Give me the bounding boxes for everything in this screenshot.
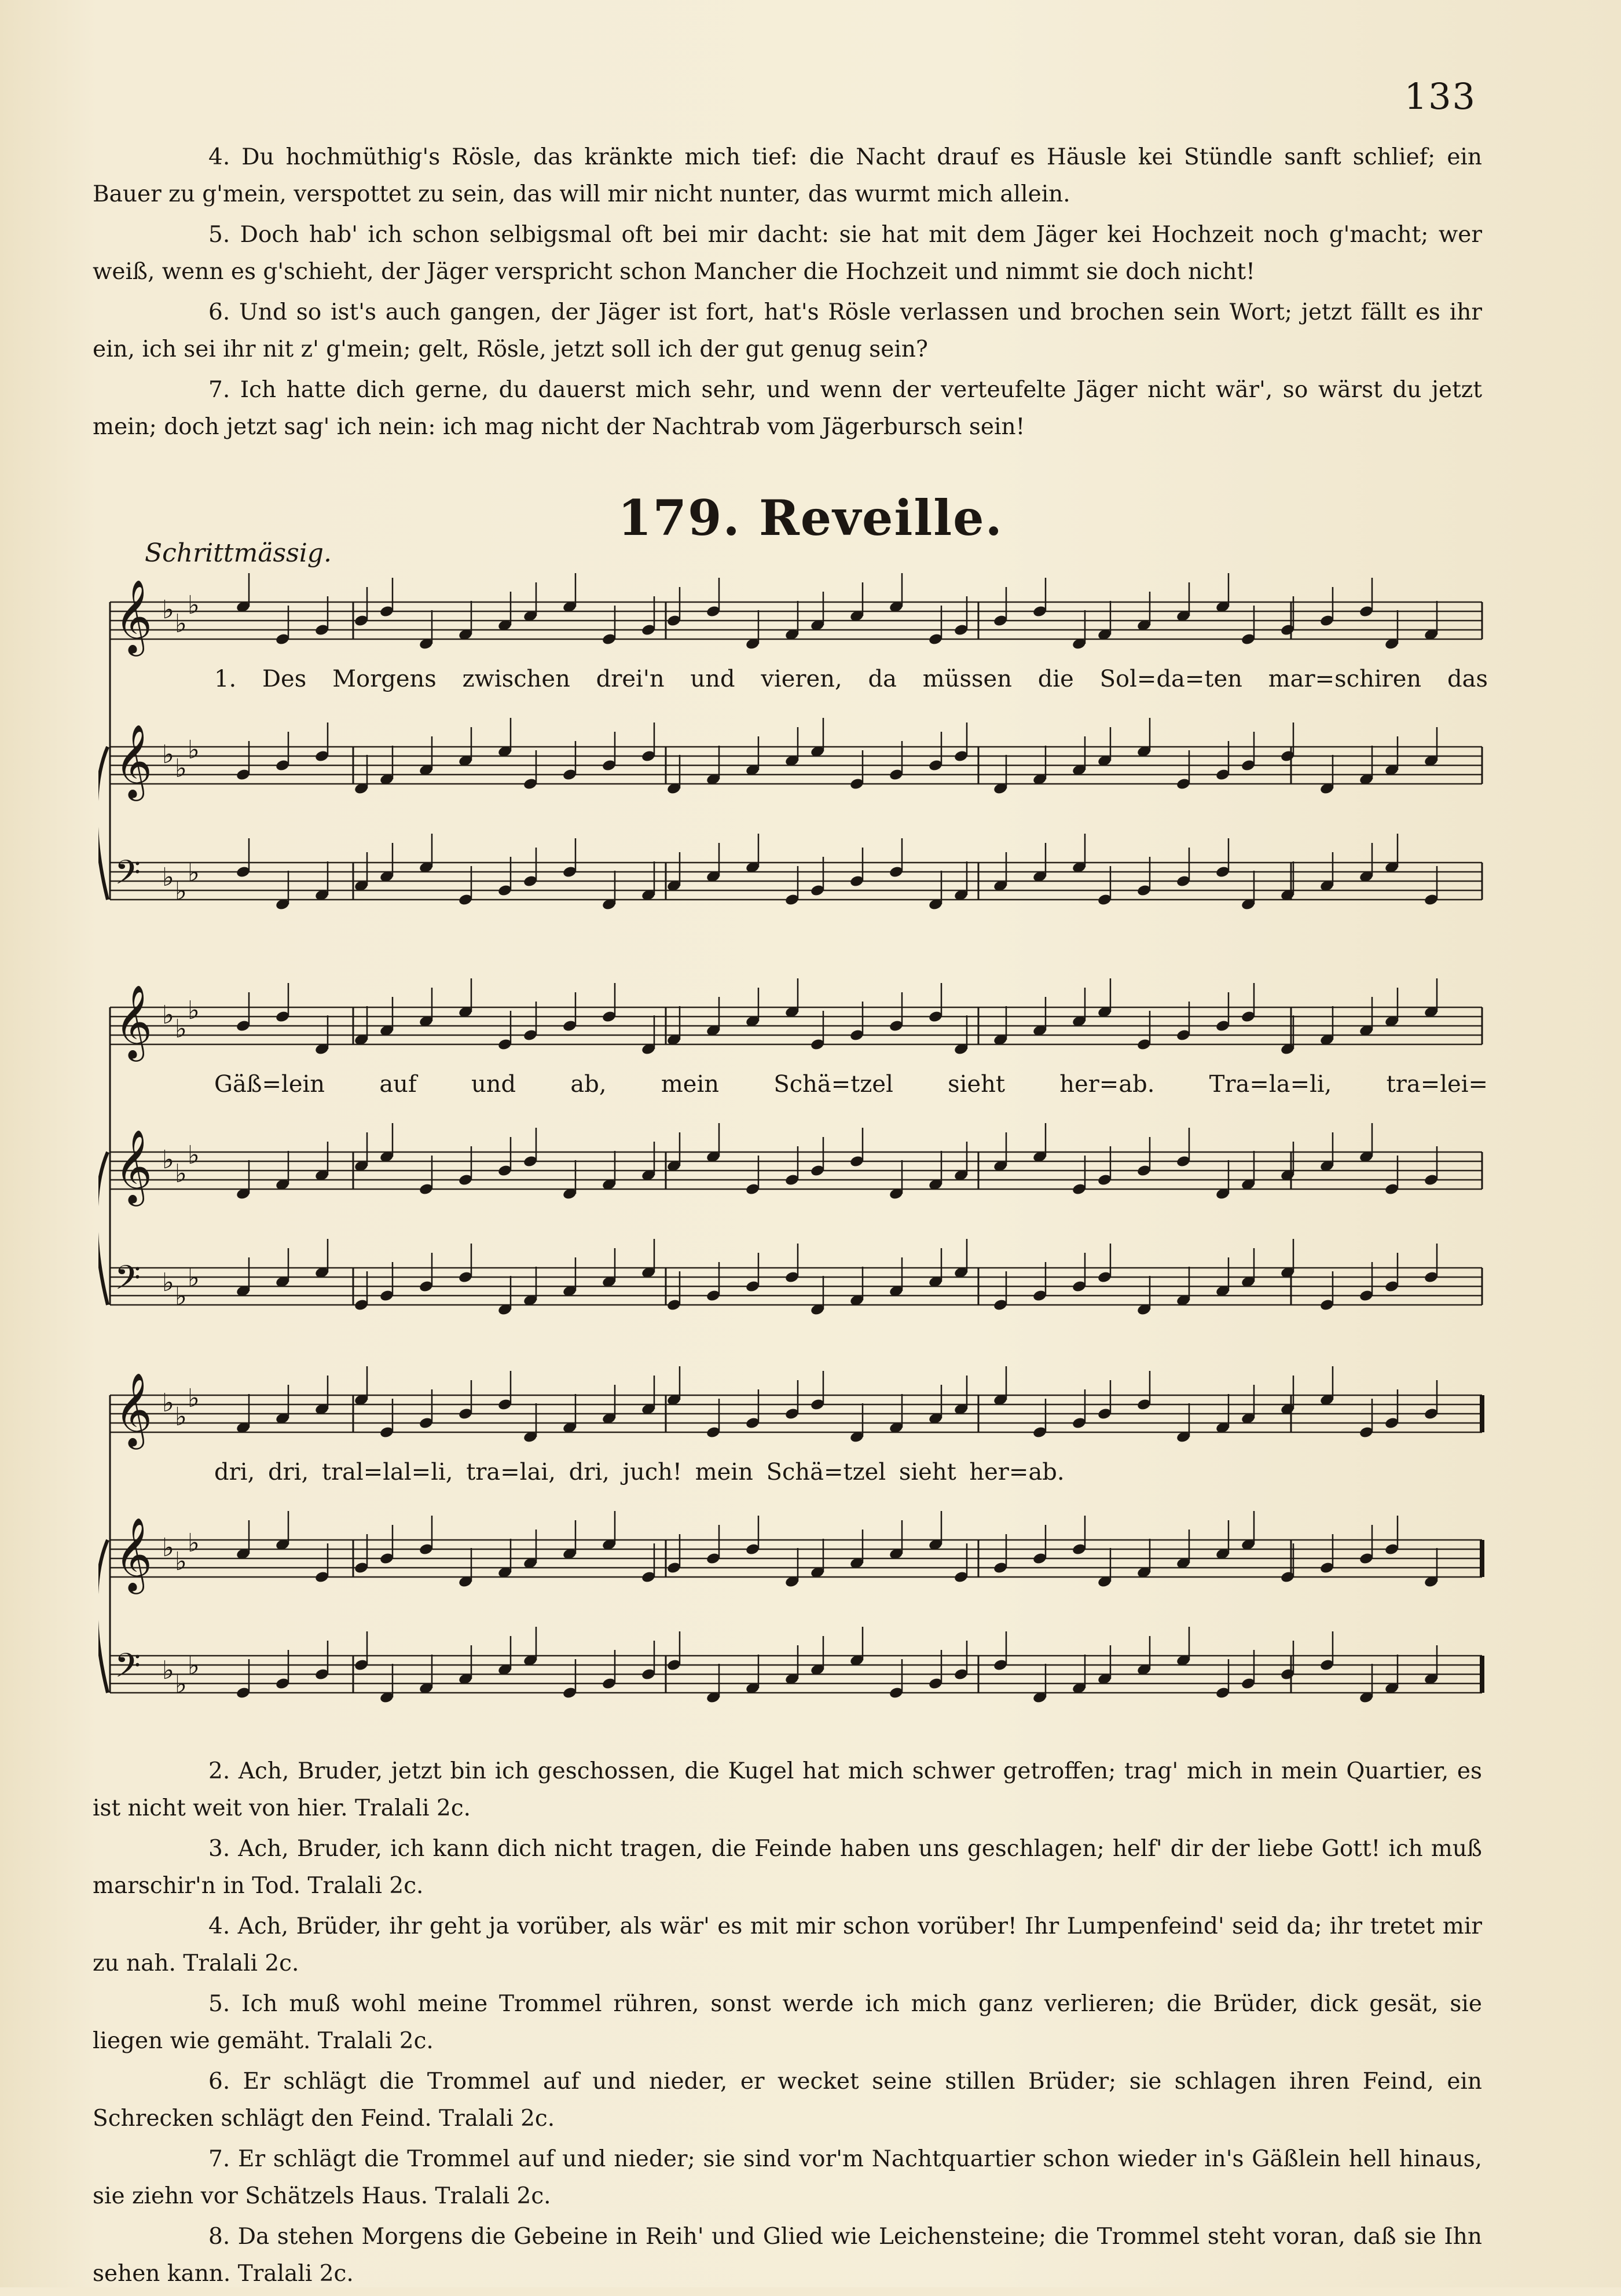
treble-clef-icon: 𝄞	[115, 1372, 153, 1446]
piano-brace	[98, 747, 108, 900]
treble-clef-icon: 𝄞	[115, 984, 153, 1058]
score-staves	[98, 1366, 1499, 1748]
treble-clef-icon: 𝄞	[115, 579, 153, 653]
tempo-marking: Schrittmässig.	[145, 538, 332, 568]
flat-sign-icon: ♭	[175, 609, 187, 639]
flat-sign-icon: ♭	[188, 1651, 200, 1681]
piano-brace	[98, 1152, 108, 1305]
flat-sign-icon: ♭	[175, 1014, 187, 1044]
flat-sign-icon: ♭	[175, 1547, 187, 1576]
flat-sign-icon: ♭	[162, 1000, 174, 1030]
flat-sign-icon: ♭	[162, 863, 174, 892]
verse-4: 4. Ach, Brüder, ihr geht ja vorüber, als wär' es mit mir schon vorüber! Ihr Lumpenfeind' seid da; ihr tretet mir zu nah. Tralali 2c.	[93, 1913, 1482, 1976]
previous-song-verses	[93, 139, 1482, 449]
verse-6: 6. Er schlägt die Trommel auf und nieder, er wecket seine stillen Brüder; sie schlagen ihren Feind, ein Schrecken schlägt den Feind. Tralali 2c.	[93, 2068, 1482, 2132]
verse-5: 5. Ich muß wohl meine Trommel rühren, sonst werde ich mich ganz verlieren; die Brüder, dick gesät, sie liegen wie gemäht. Tralali 2c.	[93, 1991, 1482, 2054]
verse-7: 7. Ich hatte dich gerne, du dauerst mich sehr, und wenn der verteufelte Jäger nicht wär', so wärst du jetzt mein; doch jetzt sag' ich nein: ich mag nicht der Nachtrab vom Jägerbursch sein!	[93, 377, 1482, 440]
verse-8: 8. Da stehen Morgens die Gebeine in Reih' und Glied wie Leichensteine; die Trommel steht voran, daß sie Ihn sehen kann. Tralali 2c.	[93, 2224, 1482, 2287]
treble-clef-icon: 𝄞	[115, 1517, 153, 1591]
flat-sign-icon: ♭	[175, 1670, 187, 1699]
flat-sign-icon: ♭	[175, 754, 187, 783]
score-staves	[98, 573, 1499, 955]
flat-sign-icon: ♭	[162, 595, 174, 625]
flat-sign-icon: ♭	[162, 740, 174, 769]
song-title: 179. Reveille.	[618, 489, 1003, 547]
flat-sign-icon: ♭	[175, 1159, 187, 1189]
flat-sign-icon: ♭	[188, 590, 200, 620]
music-system-3	[98, 1366, 1499, 1748]
verse-5: 5. Doch hab' ich schon selbigsmal oft bei mir dacht: sie hat mit dem Jäger kei Hochzeit noch g'macht; wer weiß, wenn es g'schieht, der Jäger verspricht schon Mancher die Hochzeit und nimmt sie doch nicht!	[93, 222, 1482, 285]
flat-sign-icon: ♭	[162, 1145, 174, 1175]
lyric-line-2: Gäß=lein auf und ab, mein Schä=tzel sieht her=ab. Tra=la=li, tra=lei=	[214, 1071, 1488, 1098]
flat-sign-icon: ♭	[188, 1140, 200, 1170]
verse-4: 4. Du hochmüthig's Rösle, das kränkte mich tief: die Nacht drauf es Häusle kei Stündle sanft schlief; ein Bauer zu g'mein, verspottet zu sein, das will mir nicht nunter, das wurmt mich allein.	[93, 144, 1482, 207]
verse-7: 7. Er schlägt die Trommel auf und nieder; sie sind vor'm Nachtquartier schon wieder in's Gäßlein hell hinaus, sie ziehn vor Schätzels Haus. Tralali 2c.	[93, 2146, 1482, 2209]
treble-clef-icon: 𝄞	[115, 724, 153, 798]
lyric-line-3: dri, dri, tral=lal=li, tra=lai, dri, juch! mein Schä=tzel sieht her=ab.	[214, 1459, 1065, 1486]
flat-sign-icon: ♭	[162, 1268, 174, 1297]
bass-clef-icon: 𝄢	[115, 1258, 141, 1305]
song-verses	[93, 1753, 1482, 2296]
lyric-line-1: 1. Des Morgens zwischen drei'n und vieren, da müssen die Sol=da=ten mar=schiren das	[214, 666, 1488, 692]
page-number: 133	[1404, 75, 1476, 118]
flat-sign-icon: ♭	[175, 1402, 187, 1432]
flat-sign-icon: ♭	[162, 1656, 174, 1685]
flat-sign-icon: ♭	[162, 1533, 174, 1563]
music-system-2	[98, 978, 1499, 1360]
score-staves	[98, 978, 1499, 1360]
bass-clef-icon: 𝄢	[115, 853, 141, 900]
flat-sign-icon: ♭	[188, 1263, 200, 1293]
flat-sign-icon: ♭	[188, 858, 200, 887]
verse-6: 6. Und so ist's auch gangen, der Jäger ist fort, hat's Rösle verlassen und brochen sein Wort; jetzt fällt es ihr ein, ich sei ihr nit z' g'mein; gelt, Rösle, jetzt soll ich der gut genug sein?	[93, 299, 1482, 362]
verse-2: 2. Ach, Bruder, jetzt bin ich geschossen, die Kugel hat mich schwer getroffen; trag' mich in mein Quartier, es ist nicht weit von hier. Tralali 2c.	[93, 1758, 1482, 1821]
bass-clef-icon: 𝄢	[115, 1646, 141, 1693]
piano-brace	[98, 1540, 108, 1693]
flat-sign-icon: ♭	[175, 1282, 187, 1311]
flat-sign-icon: ♭	[188, 996, 200, 1025]
flat-sign-icon: ♭	[175, 876, 187, 906]
flat-sign-icon: ♭	[188, 1528, 200, 1558]
flat-sign-icon: ♭	[188, 735, 200, 765]
verse-3: 3. Ach, Bruder, ich kann dich nicht tragen, die Feinde haben uns geschlagen; helf' dir der liebe Gott! ich muß marschir'n in Tod. Tralali 2c.	[93, 1836, 1482, 1899]
music-system-1	[98, 573, 1499, 955]
flat-sign-icon: ♭	[162, 1388, 174, 1418]
treble-clef-icon: 𝄞	[115, 1129, 153, 1203]
flat-sign-icon: ♭	[188, 1384, 200, 1413]
